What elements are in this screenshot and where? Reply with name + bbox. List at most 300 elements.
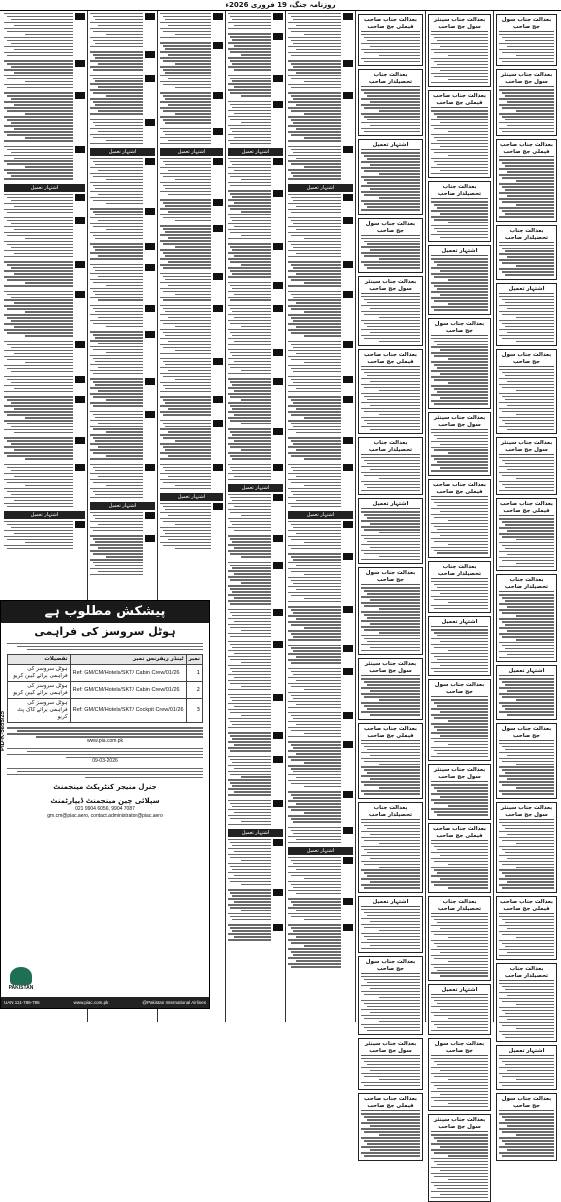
section-bar: اشتہار تعمیل (4, 511, 85, 519)
item-marker (343, 827, 353, 834)
text-lines (160, 420, 211, 460)
item-marker (273, 609, 283, 616)
list-item (228, 562, 283, 605)
court-notice (496, 1093, 557, 1160)
item-marker (273, 464, 283, 471)
text-lines (228, 282, 271, 301)
list-item (228, 800, 283, 825)
item-marker (145, 119, 155, 126)
item-marker (145, 13, 155, 20)
table-row: 1 Ref: GM/CM/Hotels/SKT/ Cabin Crew/01/26 ہوٹل سروسز کی فراہمی برائے کیبن کریو (8, 665, 203, 682)
list-item (288, 146, 353, 180)
list-item (4, 92, 85, 141)
court-notice (358, 69, 423, 136)
court-notice (428, 823, 491, 893)
notice-heading: بعدالت جناب سول جج صاحب (431, 1041, 488, 1056)
item-marker (343, 396, 353, 403)
text-lines (431, 581, 488, 609)
newspaper-column (225, 11, 285, 1022)
item-marker (273, 101, 283, 108)
text-lines (361, 1113, 420, 1156)
notice-heading: بعدالت جناب سول جج صاحب (361, 570, 420, 585)
notice-heading: بعدالت جناب صاحب فیملی جج صاحب (361, 352, 420, 367)
court-notice (358, 802, 423, 893)
text-lines (4, 376, 73, 392)
item-marker (343, 13, 353, 20)
text-lines (361, 34, 420, 62)
court-notice (496, 665, 557, 719)
item-marker (273, 839, 283, 846)
text-lines (160, 225, 211, 268)
section-bar: اشتہار تعمیل (4, 184, 85, 192)
court-notice (358, 896, 423, 953)
text-lines (361, 743, 420, 795)
item-marker (75, 521, 85, 528)
item-marker (75, 146, 85, 153)
item-marker (145, 305, 155, 312)
item-marker (343, 521, 353, 528)
list-item (228, 641, 283, 690)
list-item (160, 358, 223, 392)
text-lines (90, 243, 143, 259)
text-lines (288, 668, 341, 708)
list-item (4, 376, 85, 392)
text-lines (499, 369, 554, 430)
text-lines (288, 645, 341, 664)
text-lines (499, 457, 554, 491)
text-lines (288, 464, 341, 507)
tender-footer (1, 997, 209, 1008)
list-item (160, 420, 223, 460)
footer-web[interactable]: www.piac.com.pk (73, 1000, 109, 1005)
list-item (288, 741, 353, 787)
notice-heading: بعدالت جناب سول جج صاحب (499, 1096, 554, 1111)
text-lines (288, 217, 341, 257)
pid-code: PID-K-5855/25 (0, 710, 6, 751)
court-notice (358, 1093, 423, 1160)
item-marker (213, 225, 223, 232)
text-lines (228, 535, 271, 557)
item-marker (75, 464, 85, 471)
item-marker (75, 376, 85, 383)
list-item (228, 190, 283, 239)
text-lines (431, 338, 488, 405)
notice-heading: بعدالت جناب سول جج صاحب (499, 352, 554, 367)
item-marker (343, 645, 353, 652)
list-item (288, 712, 353, 737)
section-bar: اشتہار تعمیل (90, 148, 155, 156)
item-marker (343, 60, 353, 67)
section-bar: اشتہار تعمیل (90, 502, 155, 510)
item-marker (213, 158, 223, 165)
list-item (160, 13, 223, 38)
notice-heading: اشتہار تعمیل (431, 248, 488, 256)
text-lines (160, 358, 211, 392)
court-notice (358, 723, 423, 799)
list-item (160, 42, 223, 88)
item-marker (273, 494, 283, 501)
text-lines (499, 594, 554, 658)
item-marker (273, 562, 283, 569)
text-lines (90, 75, 143, 115)
item-marker (343, 217, 353, 224)
item-marker (213, 92, 223, 99)
classified-list (4, 11, 85, 549)
notice-heading: بعدالت جناب سول جج صاحب (431, 682, 488, 697)
text-lines (4, 217, 73, 257)
text-lines (90, 512, 143, 531)
text-lines (499, 296, 554, 342)
item-marker (343, 553, 353, 560)
court-notice (428, 1114, 491, 1202)
item-marker (75, 60, 85, 67)
notice-heading: بعدالت جناب تحصیلدار صاحب (361, 72, 420, 87)
text-lines (431, 34, 488, 83)
item-marker (343, 898, 353, 905)
item-marker (145, 243, 155, 250)
court-notice (428, 764, 491, 819)
notice-heading: بعدالت جناب سینئر سول جج صاحب (361, 661, 420, 676)
item-marker (273, 756, 283, 763)
court-notice (428, 245, 491, 314)
item-marker (273, 889, 283, 896)
text-lines (90, 51, 143, 70)
item-marker (75, 291, 85, 298)
list-item (288, 668, 353, 708)
list-item (90, 51, 155, 70)
list-item (160, 503, 223, 549)
list-item (288, 827, 353, 843)
list-item (288, 376, 353, 392)
text-lines (288, 194, 341, 213)
court-notice (428, 561, 491, 613)
notice-heading: بعدالت جناب تحصیلدار صاحب (499, 966, 554, 981)
list-item (288, 217, 353, 257)
list-item (4, 291, 85, 337)
court-notice (428, 896, 491, 981)
list-item (160, 225, 223, 268)
list-item (160, 92, 223, 123)
text-lines (431, 699, 488, 757)
list-item (228, 282, 283, 301)
text-lines (361, 976, 420, 1031)
notice-heading: بعدالت جناب سینئر سول جج صاحب (500, 72, 553, 86)
signoff-dept: سپلائی چین مینجمنٹ ڈیپارٹمنٹ (50, 797, 160, 806)
list-item (288, 464, 353, 507)
item-marker (273, 13, 283, 20)
court-notice (496, 896, 557, 960)
text-lines (499, 518, 554, 567)
item-marker (273, 158, 283, 165)
notice-heading: بعدالت جناب صاحب فیملی جج صاحب (361, 1096, 420, 1111)
court-notice (358, 498, 423, 564)
item-marker (145, 75, 155, 82)
item-marker (343, 924, 353, 931)
notice-heading: بعدالت جناب صاحب فیملی جج صاحب (431, 482, 488, 497)
table-row: 2 Ref: GM/CM/Hotels/SKT/ Cabin Crew/01/26 ہوٹل سروسز کی فراہمی برائے کیبن کریو (8, 682, 203, 699)
list-item (90, 119, 155, 144)
text-lines (4, 341, 73, 372)
court-notice (496, 283, 557, 346)
notice-heading: بعدالت جناب سینئر سول جج صاحب (431, 17, 488, 32)
section-bar: اشتہار تعمیل (288, 184, 353, 192)
list-item (90, 464, 155, 498)
list-item (4, 396, 85, 433)
list-item (90, 512, 155, 531)
court-notice (428, 616, 491, 676)
text-lines (160, 128, 211, 144)
text-lines (499, 916, 554, 956)
court-notice (428, 412, 491, 476)
item-marker (343, 291, 353, 298)
list-item (228, 609, 283, 637)
item-marker (213, 503, 223, 510)
classified-list (288, 11, 353, 968)
item-marker (213, 128, 223, 135)
list-item (4, 261, 85, 286)
item-marker (75, 92, 85, 99)
item-marker (213, 358, 223, 365)
text-lines (90, 305, 143, 327)
list-item (4, 464, 85, 507)
court-notice (496, 963, 557, 1042)
court-notice (496, 802, 557, 893)
text-lines (228, 13, 271, 29)
text-lines (160, 199, 211, 221)
list-item (288, 791, 353, 822)
text-lines (288, 827, 341, 843)
item-marker (343, 791, 353, 798)
text-lines (361, 238, 420, 269)
text-lines (4, 291, 73, 337)
court-notice (496, 574, 557, 662)
text-lines (431, 201, 488, 238)
notice-heading: اشتہار تعمیل (361, 142, 420, 150)
text-lines (288, 291, 341, 337)
list-item (4, 437, 85, 459)
text-lines (361, 457, 420, 491)
text-lines (288, 791, 341, 822)
list-item (4, 341, 85, 372)
item-marker (75, 13, 85, 20)
list-item (288, 437, 353, 459)
list-item (228, 243, 283, 277)
text-lines (288, 857, 341, 894)
text-lines (499, 34, 554, 62)
text-lines (228, 694, 271, 728)
item-marker (273, 800, 283, 807)
notice-heading: بعدالت جناب تحصیلدار صاحب (431, 899, 488, 914)
item-marker (273, 732, 283, 739)
notice-heading: بعدالت جناب تحصیلدار صاحب (499, 577, 554, 592)
item-marker (343, 857, 353, 864)
text-lines (4, 60, 73, 88)
text-lines (361, 678, 420, 715)
masthead-date: روزنامہ جنگ، 19 فروری 2026ء (0, 0, 561, 11)
text-lines (288, 924, 341, 967)
text-lines (431, 1134, 488, 1198)
text-lines (90, 378, 143, 406)
text-lines (4, 396, 73, 433)
tender-email[interactable]: gm.cm@piac.aero, contact.administrator@piac.aero (47, 813, 163, 820)
list-item (228, 75, 283, 97)
item-marker (273, 190, 283, 197)
item-marker (145, 378, 155, 385)
tender-website[interactable]: www.pia.com.pk (86, 737, 124, 744)
tender-subheadline: ہوٹل سروسز کی فراہمی (34, 625, 176, 638)
court-notice (496, 139, 557, 221)
list-item (228, 694, 283, 728)
list-item (228, 756, 283, 796)
list-item (228, 428, 283, 459)
text-lines (228, 190, 271, 239)
text-lines (431, 843, 488, 889)
tender-advertisement (0, 600, 210, 1009)
item-marker (273, 305, 283, 312)
item-marker (213, 13, 223, 20)
text-lines (228, 800, 271, 825)
item-marker (145, 411, 155, 418)
notice-heading: بعدالت جناب تحصیلدار صاحب (361, 440, 420, 455)
text-lines (90, 411, 143, 460)
text-lines (499, 678, 554, 715)
notice-heading: اشتہار تعمیل (361, 501, 420, 509)
text-lines (431, 629, 488, 672)
court-notice (358, 276, 423, 346)
item-marker (213, 420, 223, 427)
item-marker (343, 668, 353, 675)
item-marker (145, 208, 155, 215)
notice-heading: بعدالت جناب سینئر سول جج صاحب (431, 767, 488, 782)
text-lines (228, 33, 271, 70)
text-lines (499, 743, 554, 795)
list-item (288, 606, 353, 640)
text-lines (90, 464, 143, 498)
list-item (4, 60, 85, 88)
item-marker (213, 42, 223, 49)
notice-heading: بعدالت جناب سینئر سول جج صاحب (361, 279, 420, 294)
text-lines (361, 511, 420, 560)
airline-logo: PAKISTAN (7, 967, 35, 992)
classified-list (160, 11, 223, 549)
list-item (90, 378, 155, 406)
col-desc: تفصیلات (8, 655, 71, 665)
item-marker (213, 199, 223, 206)
list-item (228, 924, 283, 940)
text-lines (4, 521, 73, 549)
section-bar: اشتہار تعمیل (160, 493, 223, 501)
notice-heading: بعدالت جناب سول جج صاحب (361, 959, 420, 974)
list-item (288, 553, 353, 602)
notice-heading: بعدالت جناب سینئر سول جج صاحب (431, 1117, 488, 1132)
notice-heading: بعدالت جناب سینئر سول جج صاحب (500, 804, 553, 818)
notice-heading: اشتہار تعمیل (431, 619, 488, 627)
text-lines (228, 562, 271, 605)
item-marker (145, 264, 155, 271)
text-lines (431, 499, 488, 554)
list-item (228, 305, 283, 345)
text-lines (4, 464, 73, 507)
text-lines (160, 158, 211, 195)
notice-heading: بعدالت جناب تحصیلدار صاحب (431, 184, 488, 199)
court-notice (496, 69, 557, 136)
text-lines (90, 264, 143, 301)
text-lines (228, 464, 271, 480)
notice-heading: اشتہار تعمیل (361, 899, 420, 907)
tender-intro-text (7, 643, 203, 650)
list-item (228, 349, 283, 374)
list-item (288, 13, 353, 56)
list-item (228, 158, 283, 186)
text-lines (4, 261, 73, 286)
text-lines (160, 305, 211, 354)
court-notice (428, 1038, 491, 1111)
notice-heading: اشتہار تعمیل (431, 987, 488, 995)
newspaper-column (493, 11, 559, 1110)
list-item (228, 464, 283, 480)
list-item (160, 305, 223, 354)
list-item (4, 217, 85, 257)
text-lines (431, 110, 488, 174)
text-lines (288, 261, 341, 286)
list-item (4, 146, 85, 180)
text-lines (499, 1113, 554, 1156)
text-lines (90, 535, 143, 575)
text-lines (288, 376, 341, 392)
col-ref: ٹینڈر ریفرنس نمبر (70, 655, 186, 665)
item-marker (343, 92, 353, 99)
text-lines (431, 258, 488, 310)
list-item (228, 378, 283, 424)
item-marker (273, 243, 283, 250)
text-lines (288, 13, 341, 56)
court-notice (428, 479, 491, 558)
text-lines (361, 909, 420, 949)
text-lines (160, 42, 211, 88)
text-lines (499, 1058, 554, 1086)
tender-table (7, 654, 203, 723)
court-notice (496, 437, 557, 495)
item-marker (343, 194, 353, 201)
text-lines (288, 146, 341, 180)
text-lines (288, 898, 341, 920)
text-lines (228, 378, 271, 424)
text-lines (431, 432, 488, 472)
item-marker (145, 158, 155, 165)
text-lines (4, 194, 73, 213)
list-item (90, 535, 155, 575)
notice-heading: بعدالت جناب صاحب فیملی جج صاحب (431, 826, 488, 841)
text-lines (228, 494, 271, 531)
text-lines (288, 741, 341, 787)
list-item (160, 273, 223, 301)
list-item (288, 60, 353, 88)
notice-heading: بعدالت جناب صاحب فیملی جج صاحب (500, 142, 553, 156)
newspaper-column (425, 11, 493, 1131)
item-marker (145, 51, 155, 58)
court-notice (358, 349, 423, 434)
item-marker (343, 606, 353, 613)
text-lines (499, 89, 554, 132)
list-item (288, 645, 353, 664)
text-lines (499, 245, 554, 276)
text-lines (228, 349, 271, 374)
text-lines (160, 396, 211, 415)
item-marker (343, 341, 353, 348)
text-lines (499, 983, 554, 1038)
text-lines (228, 158, 271, 186)
item-marker (343, 741, 353, 748)
